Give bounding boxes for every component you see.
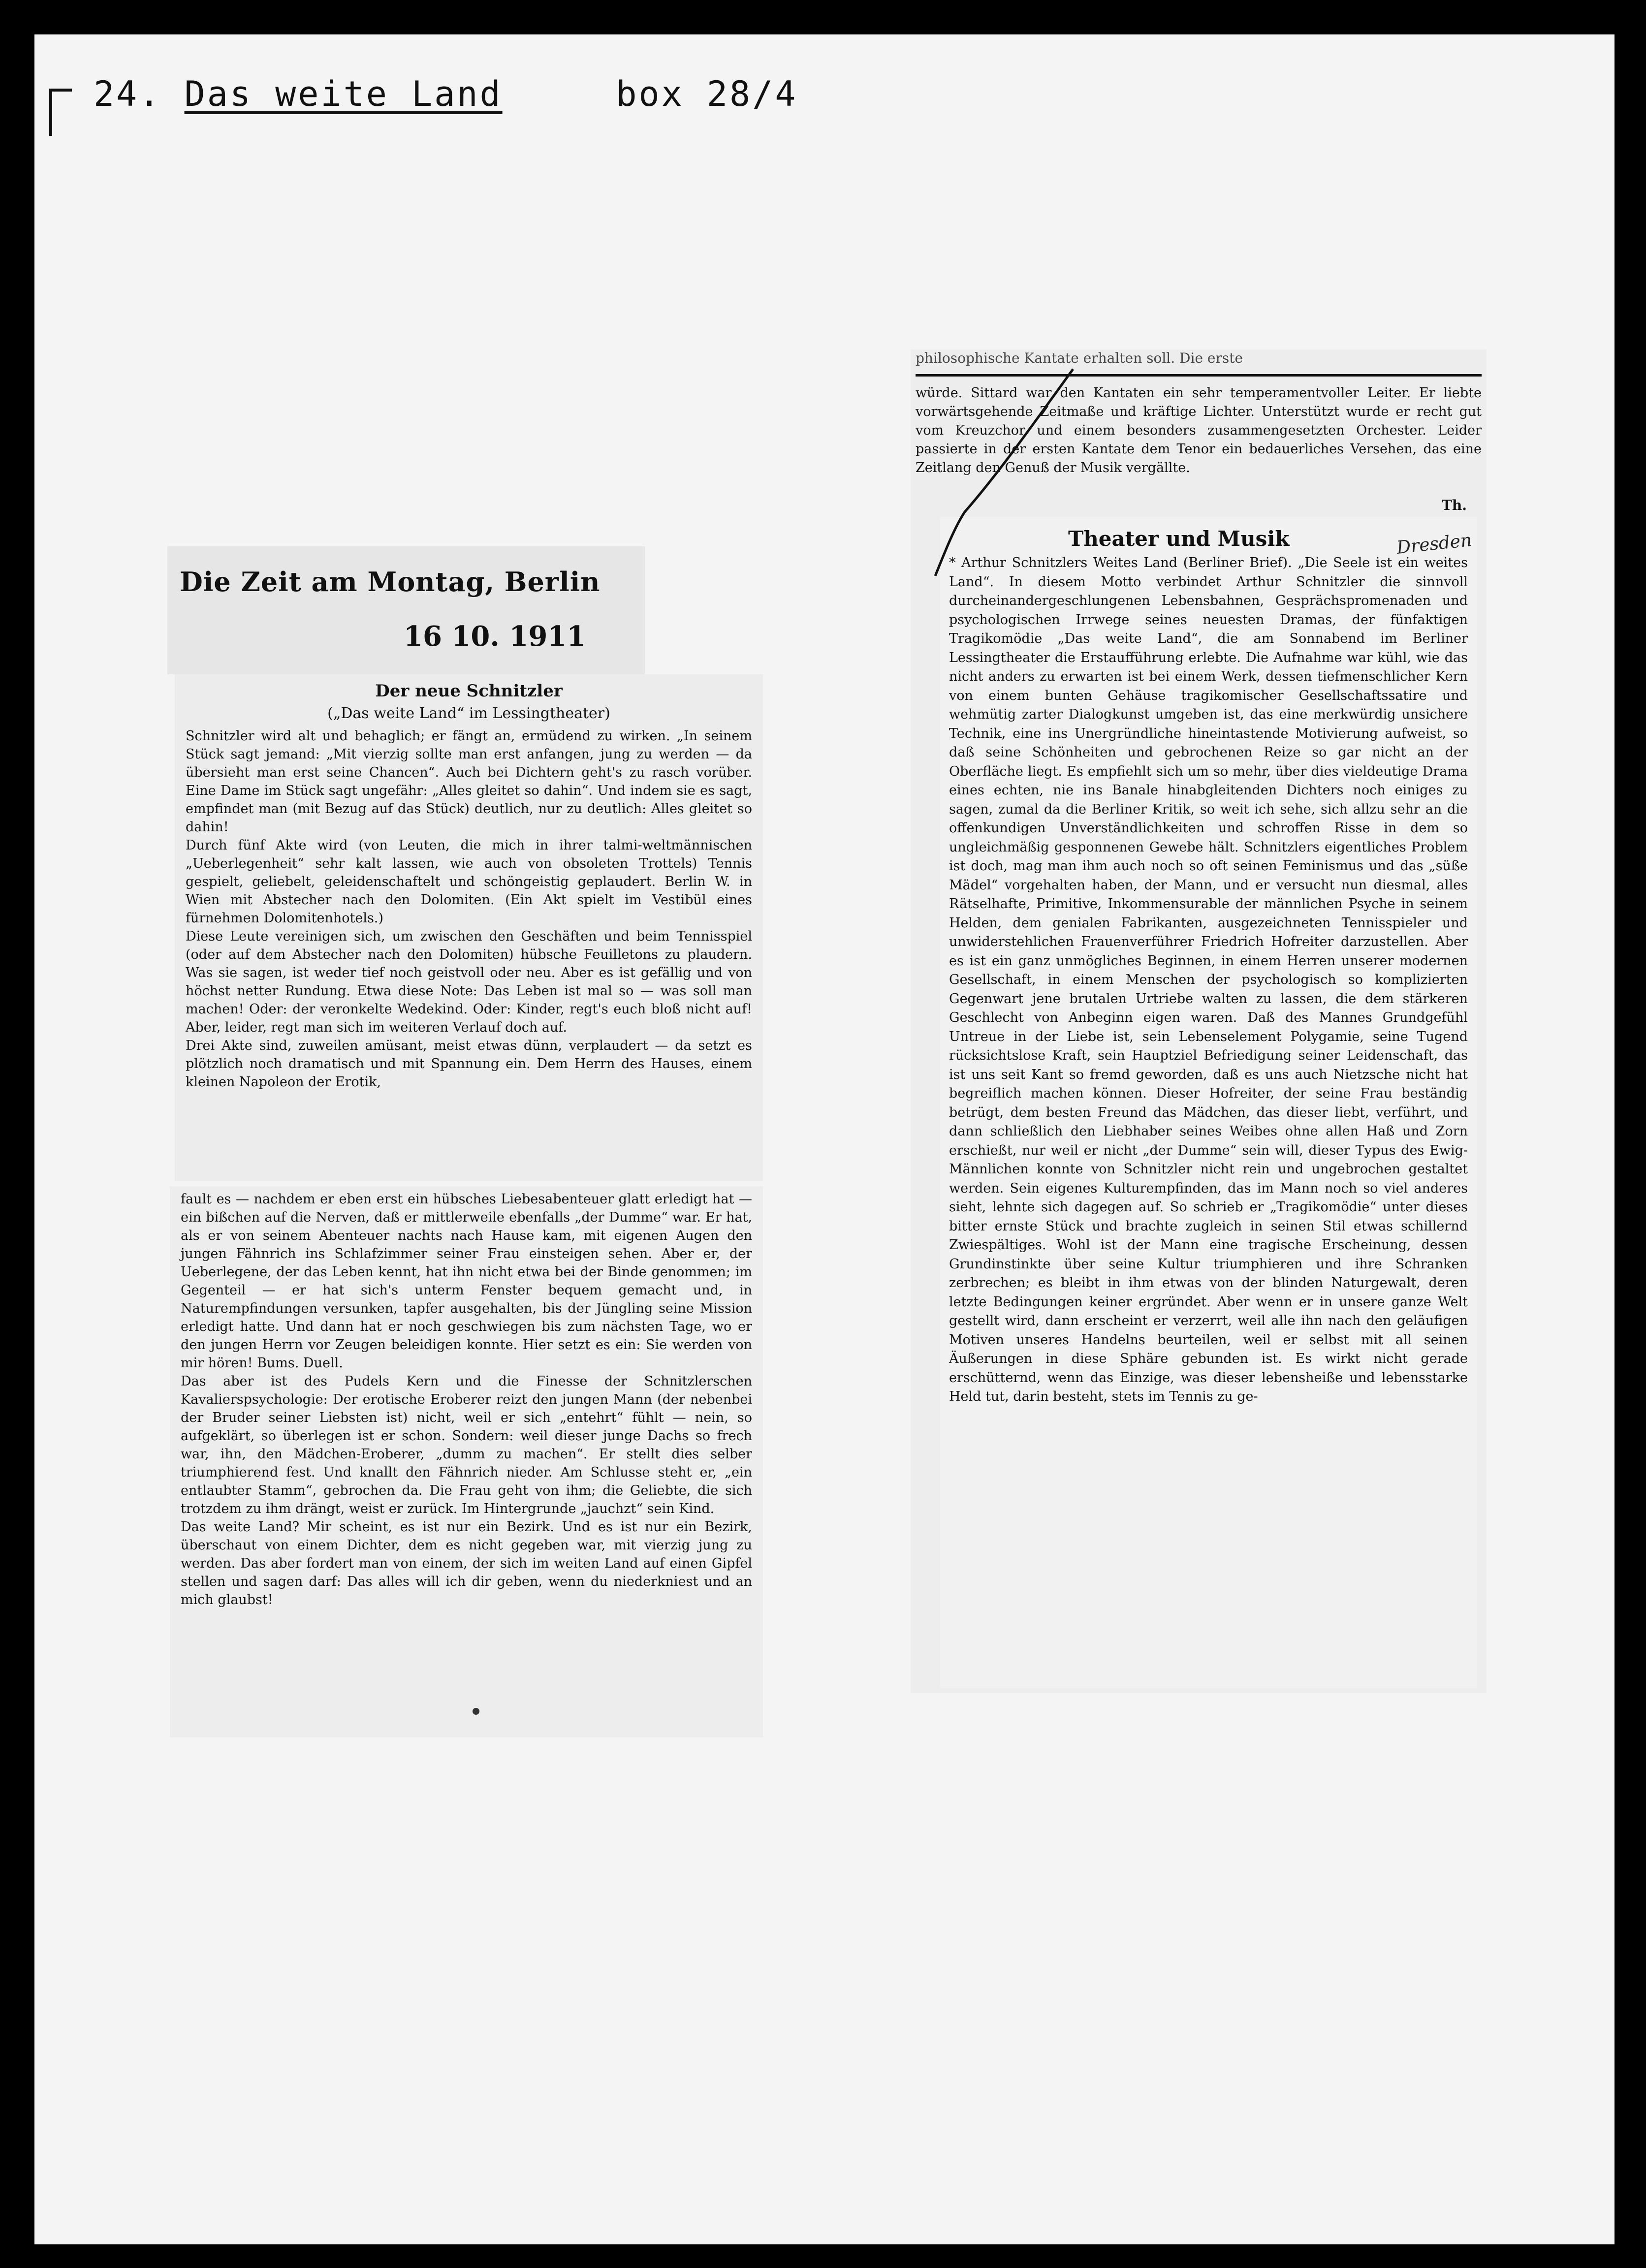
author-signature: Th.: [1442, 497, 1467, 513]
article-body-part-2: fault es — nachdem er eben erst ein hübsches Liebesabenteuer glatt erledigt hat — ein bißchen auf die Nerven, daß er mittlerweile ebenfalls „der Dumme“ war. Er hat, als er von seinem Abenteuer nachts nach Hause kam, mit eigenen Augen den jungen Fähnrich ins Schlafzimmer seiner Frau einsteigen sehen. Aber er, der Ueberlegene, der das Leben kennt, hat ihn nicht etwa bei der Binde genommen; im Gegenteil — er hat sich's unterm Fenster bequem gemacht und, in Naturempfindungen versunken, tapfer ausgehalten, bis der Jüngling seine Mission erledigt hatte. Und dann hat er noch geschwiegen bis zum nächsten Tage, wo er den jungen Herrn vor Zeugen beleidigen konnte. Hier setzt es ein: Sie werden von mir hören! Bums. Duell. Das aber ist des Pudels Kern und die Finesse der Schnitzlerschen Kavalierspsychologie: Der erotische Eroberer reizt den jungen Mann (der nebenbei der Bruder seiner Liebsten ist) nicht, weil er sich „entehrt“ fühlt — nein, so aufgeklärt, so überlegen ist er schon. Sondern: weil dieser junge Dachs so frech war, ihn, den Mädchen-Eroberer, „dumm zu machen“. Er stellt dies selber triumphierend fest. Und knallt den Fähnrich nieder. Am Schlusse steht er, „ein entlaubter Stamm“, gebrochen da. Die Frau geht von ihm; die Geliebte, die sich trotzdem zu ihm drängt, weist er zurück. Im Hintergrunde „jauchzt“ sein Kind. Das weite Land? Mir scheint, es ist nur ein Bezirk. Und es ist nur ein Bezirk, überschaut von einem Dichter, dem es nicht gegeben war, mit vierzig jung zu werden. Das aber fordert man von einem, der sich im weiten Land auf einen Gipfel stellen und sagen darf: Das alles will ich dir geben, wenn du niederkniest und an mich glaubst!: [181, 1192, 752, 1607]
handwritten-note: Dresden: [1395, 530, 1473, 558]
previous-article-text: würde. Sittard war den Kantaten ein sehr temperamentvoller Leiter. Er liebte vorwärtsgehende Zeitmaße und kräftige Lichter. Unterstützt wurde er recht gut vom Kreuzchor und einem besonders zusammengesetzten Orchester. Leider passierte in der ersten Kantate dem Tenor ein bedauerliches Versehen, das eine Zeitlang den Genuß der Musik vergällte.: [916, 385, 1482, 475]
archive-header: [94, 74, 797, 114]
review-body: * Arthur Schnitzlers Weites Land (Berliner Brief). „Die Seele ist ein weites Land“. In diesem Motto verbindet Arthur Schnitzler die sinnvoll durcheinandergeschlungenen Lebensbahnen, Gesprächspromenaden und psychologischen Irrwege seines neuesten Dramas, der fünfaktigen Tragikomödie „Das weite Land“, die am Sonnabend im Berliner Lessingtheater die Erstaufführung erlebte. Die Aufnahme war kühl, wie das nicht anders zu erwarten ist bei einem Werk, dessen tiefmenschlicher Kern von einem bunten Gehäuse tragikomischer Gesellschaftssatire und wehmütig zarter Dialogkunst umgeben ist, das eine merkwürdig unsichere Technik, eine ins Unergründliche hineintastende Motivierung aufweist, so daß seine Schönheiten und gebrochenen Reize so gar nicht an der Oberfläche liegt. Es empfiehlt sich um so mehr, über dies vieldeutige Drama eines echten, nie ins Banale hinabgleitenden Dichters noch einiges zu sagen, zumal da die Berliner Kritik, so weit ich sehe, sich allzu sehr an die offenkundigen Unverständlichkeiten und schroffen Risse in dem so ungleichmäßig gesponnenen Gewebe hält. Schnitzlers eigentliches Problem ist doch, mag man ihm auch noch so oft seinen Feminismus und das „süße Mädel“ vorgehalten haben, der Mann, und er versucht nun diesmal, alles Rätselhafte, Primitive, Inkommensurable der männlichen Psyche in seinem Helden, dem genialen Fabrikanten, ausgezeichneten Tennisspieler und unwiderstehlichen Frauenverführer Friedrich Hofreiter darzustellen. Aber es ist ein ganz unmögliches Beginnen, in einem Herren unserer modernen Gesellschaft, in einem Menschen der psychologisch so komplizierten Gegenwart jene brutalen Urtriebe walten zu lassen, die dem stärkeren Geschlecht von Anbeginn eigen waren. Daß des Mannes Grundgefühl Untreue in der Liebe ist, sein Lebenselement Polygamie, seine Tugend rücksichtslose Kraft, sein Hauptziel Befriedigung seiner Leidenschaft, das ist uns seit Kant so fremd geworden, daß es uns auch Nietzsche nicht hat begreiflich machen können. Dieser Hofreiter, der seine Frau beständig betrügt, dem besten Freund das Mädchen, das dieser liebt, verführt, und dann schließlich den Liebhaber seines Weibes ohne allen Haß und Zorn erschießt, nur weil er nicht „der Dumme“ sein will, dieser Typus des Ewig-Männlichen konnte von Schnitzler nicht rein und ungebrochen gestaltet werden. Sein eigenes Kulturempfinden, das im Mann noch so viel anderes sieht, lehnte sich dagegen auf. So schrieb er „Tragikomödie“ unter dieses bitter ernste Stück und brachte zugleich in seinen Stil etwas schillernd Zwiespältiges. Wohl ist der Mann eine tragische Erscheinung, dessen Grundinstinkte über seine Kultur triumphieren und ihre Schranken zerbrechen; es bleibt in ihm etwas von der blinden Naturgewalt, deren letzte Bedingungen keiner ergründet. Aber wenn er in unsere ganze Welt gestellt wird, dann erscheint er verzerrt, weil alle ihn nach den geläufigen Motiven unseres Handelns beurteilen, weil er selbst mit all seinen Äußerungen in diese Sphäre gebunden ist. Es wirkt nicht gerade erschütternd, wenn das Einzige, was dieser lebensheiße und lebensstarke Held tut, darin besteht, stets im Tennis zu ge-: [949, 555, 1468, 1404]
newspaper-masthead: Die Zeit am Montag, Berlin: [180, 566, 601, 598]
pen-mark: [925, 364, 1083, 581]
page-dot: [473, 1708, 479, 1715]
header-title: Das weite Land: [184, 74, 503, 114]
article-body-part-1: Schnitzler wird alt und behaglich; er fängt an, ermüdend zu wirken. „In seinem Stück sagt jemand: „Mit vierzig sollte man erst anfangen, jung zu werden — da übersieht man erst seine Chancen“. Auch bei Dichtern geht's zu rasch vorüber. Eine Dame im Stück sagt ungefähr: „Alles gleitet so dahin“. Und indem sie es sagt, empfindet man (mit Bezug auf das Stück) deutlich, nur zu deutlich: Alles gleitet so dahin! Durch fünf Akte wird (von Leuten, die mich in ihrer talmi-weltmännischen „Ueberlegenheit“ sehr kalt lassen, wie auch von obsoleten Trottels) Tennis gespielt, geliebelt, geleidenschaftelt und schöngeistig geplaudert. Berlin W. in Wien mit Abstecher nach den Dolomiten. (Ein Akt spielt im Vestibül eines fürnehmen Dolomitenhotels.) Diese Leute vereinigen sich, um zwischen den Geschäften und beim Tennisspiel (oder auf dem Abstecher nach den Dolomiten) hübsche Feuilletons zu plaudern. Was sie sagen, ist weder tief noch geistvoll oder neu. Aber es ist gefällig und von höchst netter Rundung. Etwa diese Note: Das Leben ist mal so — was soll man machen! Oder: der veronkelte Wedekind. Oder: Kinder, regt's euch bloß nicht auf! Aber, leider, regt man sich im weiteren Verlauf doch auf. Drei Akte sind, zuweilen amüsant, meist etwas dünn, verplaudert — da setzt es plötzlich noch dramatisch und mit Spannung ein. Dem Herrn des Hauses, einem kleinen Napoleon der Erotik,: [186, 728, 752, 1090]
left-clipping-masthead-slip: [167, 546, 645, 674]
corner-bracket: [49, 89, 72, 136]
left-clipping-part-1: [175, 674, 763, 1181]
date-stamp: 16 10. 1911: [404, 620, 586, 653]
review-article: [940, 517, 1477, 1688]
left-clipping-part-2: [170, 1186, 763, 1737]
section-headline: Theater und Musik: [1068, 527, 1290, 551]
previous-article-strip: philosophische Kantate erhalten soll. Die erste: [916, 349, 1482, 377]
article-subheadline: („Das weite Land“ im Lessingtheater): [327, 705, 610, 722]
header-box: box 28/4: [616, 74, 798, 114]
header-number: 24.: [94, 74, 162, 114]
article-headline: Der neue Schnitzler: [375, 681, 563, 701]
